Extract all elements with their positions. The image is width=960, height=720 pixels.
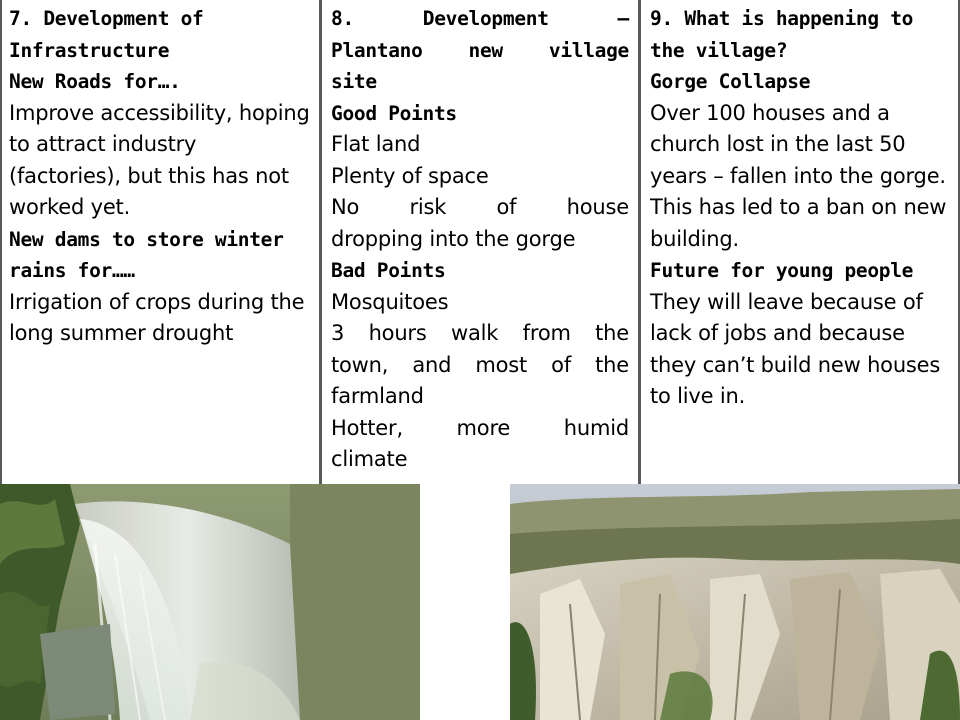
bad-point-line: farmland [331, 384, 424, 408]
subheading-gorge-collapse: Gorge Collapse [650, 70, 811, 93]
body-text: Irrigation of crops during the long summer drought [9, 289, 305, 345]
bad-point-line: town, and most of the [331, 352, 629, 377]
gorge-collapse-photo [510, 484, 960, 720]
column-infrastructure [0, 0, 319, 484]
bad-point-line: Hotter, more humid [331, 415, 629, 440]
column-title-line: site [331, 70, 377, 93]
bad-point-line: 3 hours walk from the [331, 321, 629, 345]
subheading-roads: New Roads for…. [9, 70, 181, 93]
good-point-line: No risk of house [331, 195, 629, 219]
gorge-landscape-image [510, 484, 960, 720]
body-text: Over 100 houses and a church lost in the last 50 years – fallen into the gorge. This has led to a ban on new building. [650, 100, 947, 251]
bad-point: Mosquitoes [331, 289, 449, 314]
column-title: 7. Development of Infrastructure [9, 7, 204, 62]
body-text: They will leave because of lack of jobs and because they can’t build new houses to live in. [650, 289, 941, 408]
column-title-line: 8. Development – [331, 7, 629, 30]
body-text: Improve accessibility, hoping to attract industry (factories), but this has not worked yet. [9, 100, 310, 219]
dam-waterfall-image [0, 484, 420, 720]
column-village [641, 0, 960, 484]
subheading-dams: New dams to store winter rains for…… [9, 227, 284, 282]
good-points-heading: Good Points [331, 101, 457, 125]
good-point-line: dropping into the gorge [331, 226, 576, 251]
column-plantano [322, 0, 638, 484]
dam-waterfall-photo [0, 484, 420, 720]
column-title: 9. What is happening to the village? [650, 7, 914, 62]
bad-points-heading: Bad Points [331, 259, 446, 282]
bad-point-line: climate [331, 447, 408, 471]
subheading-future: Future for young people [650, 259, 914, 282]
good-point: Plenty of space [331, 163, 489, 188]
good-point: Flat land [331, 132, 421, 156]
column-title-line: Plantano new village [331, 38, 629, 62]
